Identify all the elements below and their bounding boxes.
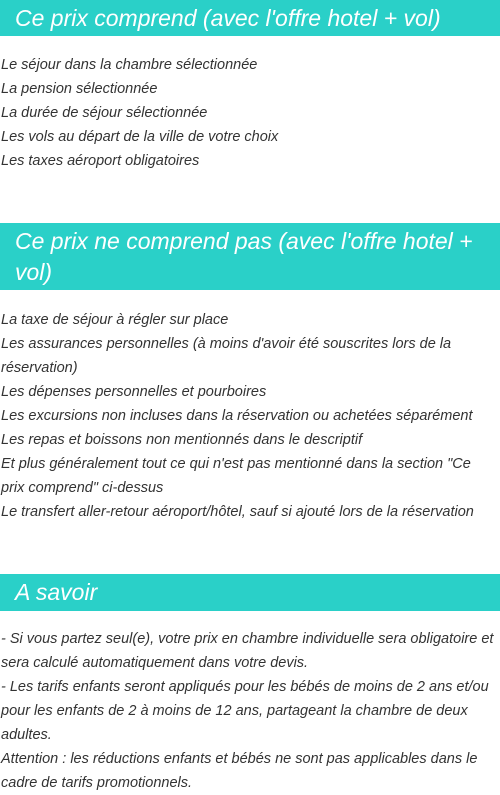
list-item: Le transfert aller-retour aéroport/hôtel, sauf si ajouté lors de la réservation bbox=[1, 504, 474, 520]
info-list bbox=[0, 627, 500, 795]
list-item: Les repas et boissons non mentionnés dans le descriptif bbox=[1, 432, 363, 448]
list-item: Les excursions non incluses dans la réservation ou achetées séparément bbox=[1, 408, 473, 424]
list-item: Et plus généralement tout ce qui n'est pas mentionné dans la section "Ce prix comprend" ci-dessus bbox=[1, 456, 471, 496]
section-title-not-included: Ce prix ne comprend pas (avec l'offre hotel + vol) bbox=[0, 223, 500, 290]
info-paragraph: - Les tarifs enfants seront appliqués pour les bébés de moins de 2 ans et/ou pour les enfants de 2 à moins de 12 ans, partageant la chambre de deux adultes. bbox=[1, 679, 489, 743]
list-item: La durée de séjour sélectionnée bbox=[1, 105, 208, 121]
info-paragraph: - Si vous partez seul(e), votre prix en chambre individuelle sera obligatoire et sera calculé automatiquement dans votre devis. bbox=[1, 631, 494, 671]
not-included-list bbox=[0, 308, 498, 524]
list-item: Le séjour dans la chambre sélectionnée bbox=[1, 57, 258, 73]
list-item: La taxe de séjour à régler sur place bbox=[1, 312, 229, 328]
list-item: Les dépenses personnelles et pourboires bbox=[1, 384, 267, 400]
list-item: Les assurances personnelles (à moins d'avoir été souscrites lors de la réservation) bbox=[1, 336, 452, 376]
list-item: Les vols au départ de la ville de votre choix bbox=[1, 129, 279, 145]
list-item: Les taxes aéroport obligatoires bbox=[1, 153, 200, 169]
included-list bbox=[0, 53, 496, 173]
section-title-info: A savoir bbox=[0, 574, 500, 611]
section-title-included: Ce prix comprend (avec l'offre hotel + vol) bbox=[0, 0, 500, 36]
info-paragraph: Attention : les réductions enfants et bébés ne sont pas applicables dans le cadre de tarifs promotionnels. bbox=[1, 751, 478, 791]
list-item: La pension sélectionnée bbox=[1, 81, 158, 97]
